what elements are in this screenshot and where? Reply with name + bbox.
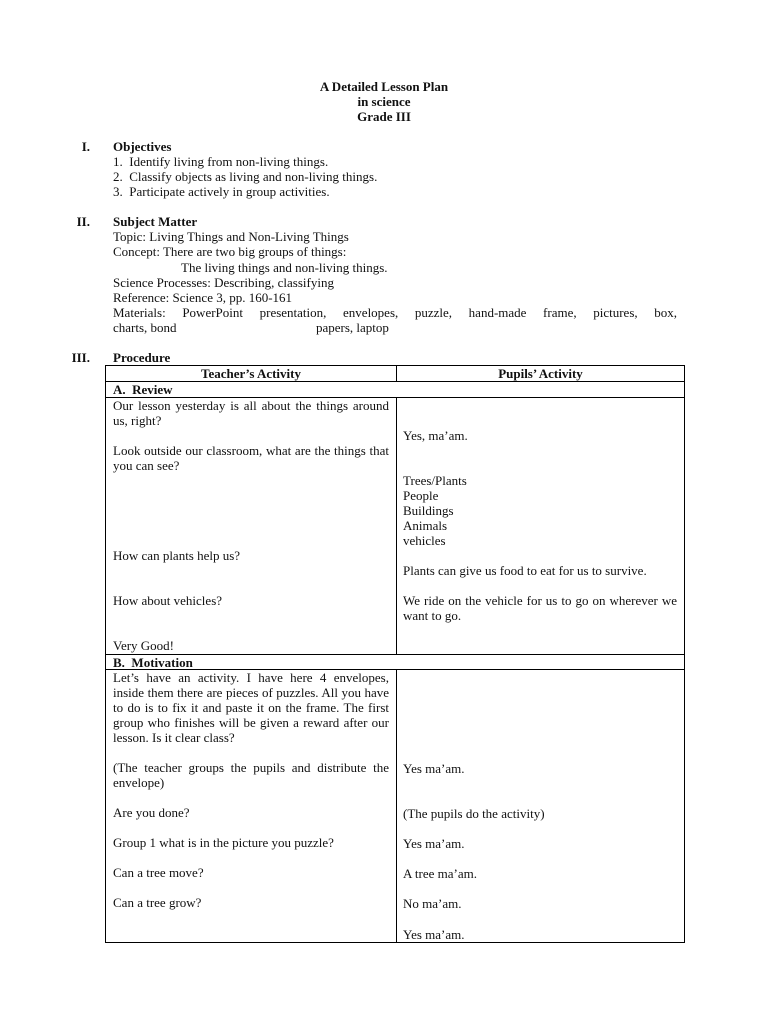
teacher-line: Very Good! [113, 638, 175, 653]
motivation-section-label: B. Motivation [113, 655, 193, 670]
pupil-line: (The pupils do the activity) [403, 806, 545, 821]
teacher-line: Are you done? [113, 805, 190, 820]
teacher-line: Can a tree move? [113, 865, 204, 880]
table-border-left [105, 365, 106, 943]
teacher-line: Can a tree grow? [113, 895, 202, 910]
teacher-line: (The teacher groups the pupils and distribute the envelope) [113, 760, 389, 790]
pupil-line: Yes, ma’am. [403, 428, 468, 443]
pupil-line: Yes ma’am. [403, 761, 465, 776]
concept-continuation: The living things and non-living things. [181, 260, 388, 275]
review-section-label: A. Review [113, 382, 173, 397]
teacher-activity-header: Teacher’s Activity [200, 366, 301, 381]
pupil-line: Animals [403, 518, 448, 533]
subject-matter-heading: Subject Matter [113, 214, 198, 229]
teacher-line: Group 1 what is in the picture you puzzle? [113, 835, 334, 850]
materials-line: Materials: PowerPoint presentation, envelopes, puzzle, hand-made frame, pictures, box, [113, 305, 677, 320]
pupil-line: People [403, 488, 439, 503]
pupils-activity-header: Pupils’ Activity [498, 366, 583, 381]
pupil-line: We ride on the vehicle for us to go on wherever we want to go. [403, 593, 677, 623]
doc-subject: in science [357, 94, 411, 109]
objectives-heading: Objectives [113, 139, 172, 154]
objective-item: 2. Classify objects as living and non-living things. [113, 169, 378, 184]
teacher-line: How about vehicles? [113, 593, 223, 608]
section-number-procedure: III. [71, 350, 90, 365]
science-processes-line: Science Processes: Describing, classifying [113, 275, 334, 290]
section-number-objectives: I. [81, 139, 90, 154]
pupil-line: Yes ma’am. [403, 836, 465, 851]
doc-grade: Grade III [357, 109, 411, 124]
reference-line: Reference: Science 3, pp. 160-161 [113, 290, 293, 305]
table-border-bottom [105, 942, 685, 943]
pupil-line: A tree ma’am. [403, 866, 477, 881]
table-border-right [684, 365, 685, 943]
table-rule [105, 381, 685, 382]
teacher-line: Look outside our classroom, what are the things that you can see? [113, 443, 389, 473]
pupil-line: Plants can give us food to eat for us to survive. [403, 563, 647, 578]
review-pupils-cell [403, 428, 677, 623]
objective-item: 1. Identify living from non-living things. [113, 154, 329, 169]
objective-item: 3. Participate actively in group activities. [113, 184, 330, 199]
table-column-divider [396, 669, 397, 943]
concept-line: Concept: There are two big groups of things: [113, 244, 347, 259]
doc-title: A Detailed Lesson Plan [319, 79, 449, 94]
motivation-teacher-cell [113, 670, 389, 910]
pupil-line: Yes ma’am. [403, 927, 465, 942]
pupil-line: No ma’am. [403, 896, 462, 911]
pupil-line: Trees/Plants [403, 473, 467, 488]
procedure-heading: Procedure [113, 350, 171, 365]
materials-line-continued-tail: papers, laptop [316, 320, 389, 335]
materials-line-continued: charts, bond [113, 320, 177, 335]
teacher-line: Our lesson yesterday is all about the things around us, right? [113, 398, 389, 428]
pupil-line: Buildings [403, 503, 454, 518]
motivation-pupils-cell [403, 761, 677, 942]
table-column-divider [396, 397, 397, 655]
teacher-line: Let’s have an activity. I have here 4 envelopes, inside them there are pieces of puzzles. All you have to do is to fix it and paste it on the frame. The first group who finishes will be given a reward after our lesson. Is it clear class? [113, 670, 389, 745]
topic-line: Topic: Living Things and Non-Living Things [113, 229, 349, 244]
teacher-line: How can plants help us? [113, 548, 241, 563]
review-teacher-cell [113, 398, 389, 653]
pupil-line: vehicles [403, 533, 446, 548]
section-number-subject-matter: II. [76, 214, 90, 229]
